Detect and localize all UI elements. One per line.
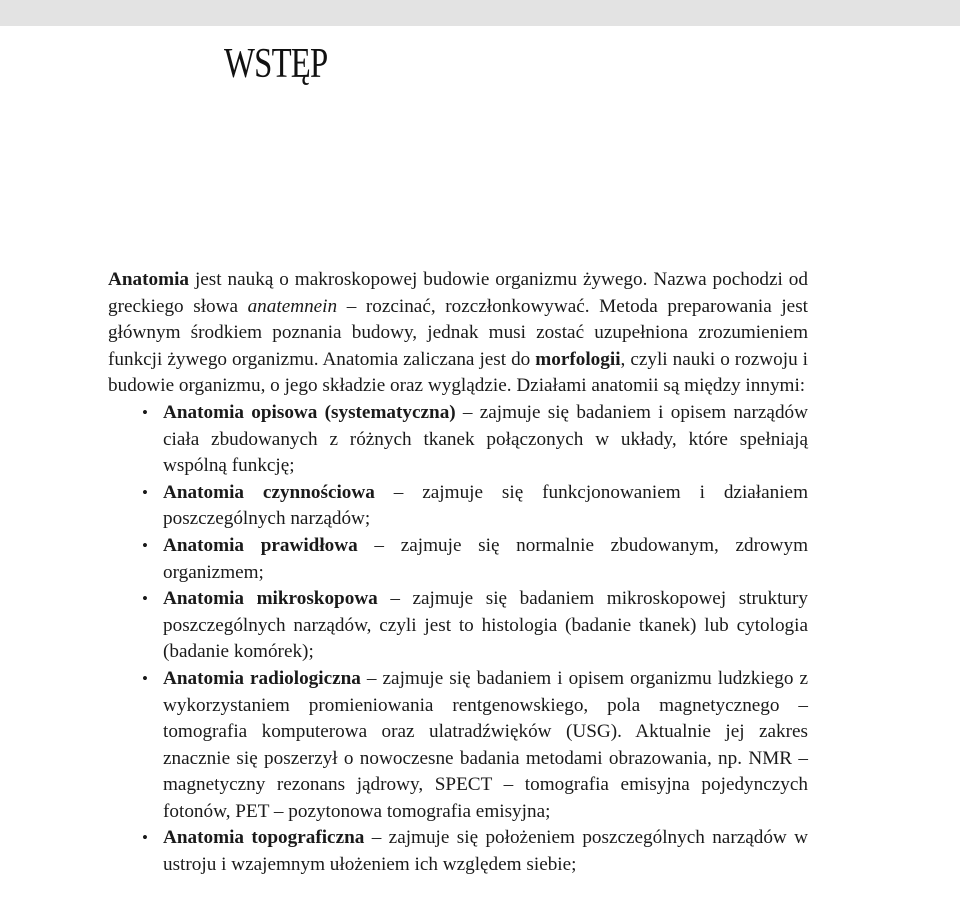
list-item: [108, 480, 808, 533]
division-description: – zajmuje się badaniem i opisem narządów ciała zbudowanych z różnych tkanek połączonych w układy, które spełniają wspólną funkcję;: [163, 401, 808, 477]
bullet-icon: •: [142, 589, 148, 609]
division-description: – zajmuje się funkcjonowaniem i działaniem poszczególnych narządów;: [163, 481, 808, 530]
anatomy-divisions-list: [108, 400, 808, 879]
division-description: – zajmuje się badaniem i opisem organizmu ludzkiego z wykorzystaniem promieniowania rentgenowskiego, pola magnetycznego – tomografia komputerowa oraz ulatradźwięków (USG). Aktualnie jej zakres znacznie się poszerzył o nowoczesne badania metodami obrazowania, np. NMR – magnetyczny rezonans jądrowy, SPECT – tomografia emisyjna pojedynczych fotonów, PET – pozytonowa tomografia emisyjna;: [163, 667, 808, 822]
division-term: Anatomia czynnościowa: [163, 481, 375, 503]
bullet-icon: •: [142, 482, 148, 502]
list-item: [108, 533, 808, 586]
intro-text-2: – rozcinać, rozczłonkowywać. Metoda preparowania jest głównym środkiem poznania budowy, jednak musi zostać uzupełniona zrozumieniem funkcji żywego organizmu. Anatomia zaliczana jest do: [108, 295, 808, 370]
chapter-title: WSTĘP: [224, 41, 328, 87]
list-item: [108, 400, 808, 480]
list-item: [108, 825, 808, 878]
page-body: [108, 267, 808, 879]
division-description: – zajmuje się położeniem poszczególnych narządów w ustroju i wzajemnym ułożeniem ich względem siebie;: [163, 827, 809, 876]
intro-text-1: jest nauką o makroskopowej budowie organizmu żywego. Nazwa pochodzi od greckiego słowa: [108, 269, 808, 317]
intro-paragraph: [108, 267, 808, 400]
top-margin-band: [0, 0, 960, 26]
list-item: [108, 666, 808, 826]
division-description: – zajmuje się normalnie zbudowanym, zdrowym organizmem;: [163, 534, 808, 583]
bullet-icon: •: [142, 402, 148, 422]
division-term: Anatomia opisowa (systematyczna): [163, 401, 456, 423]
bullet-icon: •: [142, 535, 148, 555]
list-item: [108, 586, 808, 666]
greek-word: anatemnein: [247, 295, 338, 317]
intro-text-3: , czyli nauki o rozwoju i budowie organizmu, o jego składzie oraz wyglądzie. Działami anatomii są między innymi:: [108, 348, 809, 397]
division-term: Anatomia radiologiczna: [163, 667, 361, 689]
intro-term: Anatomia: [108, 269, 190, 290]
division-term: Anatomia mikroskopowa: [163, 588, 378, 610]
morphology-term: morfologii: [535, 348, 621, 370]
division-description: – zajmuje się badaniem mikroskopowej struktury poszczególnych narządów, czyli jest to histologia (badanie tkanek) lub cytologia (badanie komórek);: [163, 588, 808, 663]
bullet-icon: •: [142, 828, 148, 848]
bullet-icon: •: [142, 668, 148, 688]
division-term: Anatomia prawidłowa: [163, 534, 358, 556]
division-term: Anatomia topograficzna: [163, 827, 365, 849]
